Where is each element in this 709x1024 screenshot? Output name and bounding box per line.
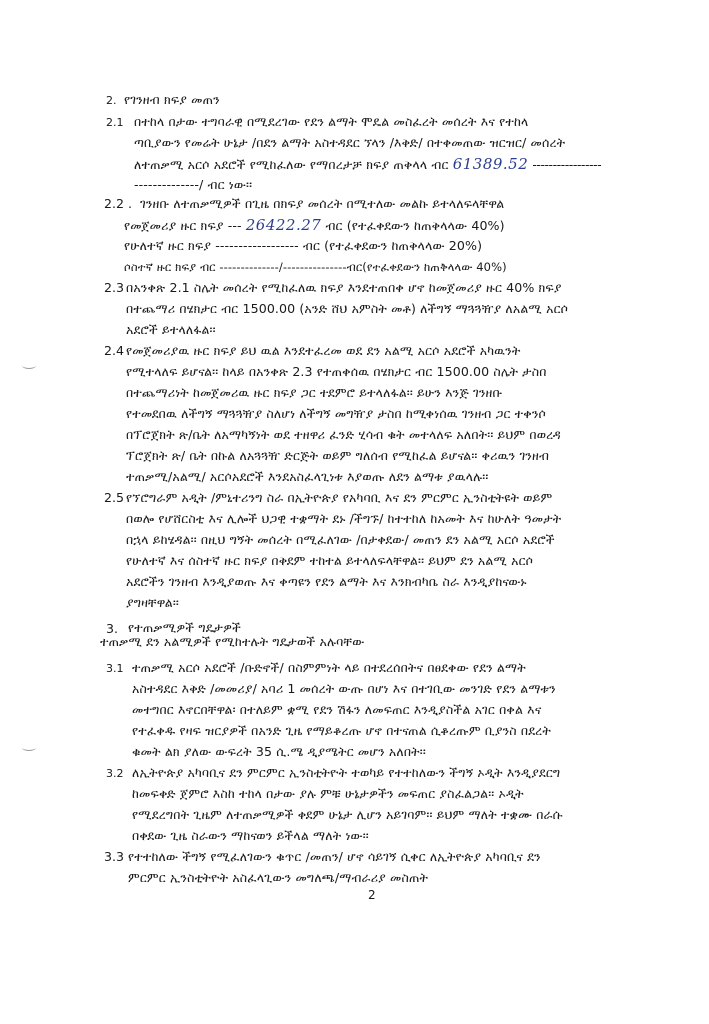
section-2-number: 2. — [106, 94, 117, 107]
para-3-1-number: 3.1 — [106, 662, 124, 675]
para-2-1-line-1: በተከላ በታው ተግባራዊ በሚደረገው የደን ልማት ሞዴል መስፈረት መሰረት እና የተከላ — [134, 114, 529, 129]
para-2-3-line-3: አደሮች ይተላለፋል፡፡ — [126, 322, 216, 337]
handwritten-total-amount: 61389.52 — [452, 155, 529, 173]
para-2-5-line-4: የሁለተኛ እና ሰስተኛ ዙር ክፍያ በቅደም ተከተል ይተላለፍላቸዋል፡፡ ይህም ደን አልሚ አርሶ — [126, 553, 534, 568]
para-3-2-number: 3.2 — [106, 767, 124, 780]
para-2-1-line-4: --------------/ ብር ነው፡፡ — [134, 177, 253, 192]
para-2-1-number: 2.1 — [106, 116, 124, 129]
para-2-2-line-4: ሶስተኛ ዙር ክፍያ ብር --------------/---------------ብር(የተፈቀደውን ከጠቅላላው 40%) — [124, 260, 507, 274]
para-3-3-number: 3.3 — [104, 849, 125, 864]
para-3-1-line-4: የተፈቀዱ የዛፍ ዝርያዎች በአንድ ጊዜ የማይቆረጡ ሆኖ በተናጠል ሲቆረጡም ቢያንስ በደረት — [132, 723, 551, 738]
para-2-3-line-1: በአንቀጽ 2.1 ስሌት መሰረት የሚከፈለዉ ክፍያ እንደተጠበቀ ሆኖ ከመጀመሪያ ዙር 40% ክፍያ — [126, 280, 562, 295]
para-3-1-line-3: መተግበር እኖርበቸዋል፡ በተለይም ቋሚ የደን ሽፋን ለመፍጠር እንዲያስችል አገር በቀል እና — [132, 702, 542, 717]
para-2-5-line-1: የኘሮግራም አዲት /ምኒተሪንግ ስራ በኢትዮጵያ የአካባቢ እና ደን ምርምር ኢንስቲትዩት ወይም — [126, 490, 553, 505]
scan-artifact-mark — [22, 744, 36, 751]
para-2-5-number: 2.5 — [104, 490, 125, 505]
para-2-5-line-3: በኋላ ይከሄዳል፡፡ በዚህ ግኝት መሰረት በሚፈለገው /በታቀደው/ መጠን ደን አልሚ አርሶ አደሮች — [126, 532, 555, 547]
para-3-2-line-3: የሚደረግበት ጊዜም ለተጠቃሚዎች ቀደም ሁኔታ ሊሆን አይገባም፡፡ ይህም ማለት ተቋሙ በራሱ — [132, 807, 563, 822]
scan-artifact-mark — [22, 362, 36, 369]
para-2-2-line-2 — [124, 217, 505, 234]
para-3-1-line-2: አስተዳደር እቅድ /መመሪያ/ አባሪ 1 መሰረት ውጡ በሆነ እና በተገቢው መንገድ የደን ልማቱን — [132, 681, 556, 696]
para-2-5-line-2: በወሎ የሆሸርስቲ እና ሊሎች ህጋዊ ተቋማት ደኑ /ችግኙ/ ከተተከለ ከአመት እና ከሁለት ዓመታት — [126, 511, 562, 526]
para-3-1-line-1: ተጠቃሚ አርሶ አደሮች /ቡድኖች/ በስምምነት ላይ በተደረሰበትና በፀደቀው የደን ልማት — [132, 660, 526, 675]
para-2-5-line-5: አደሮችን ገንዘብ እንዲያወጡ እና ቀጣዩን የደን ልማት እና እንክብካቤ ስራ እንዲያከናውኑ — [126, 574, 527, 589]
handwritten-first-installment: 26422.27 — [245, 216, 322, 234]
section-3-number: 3. — [106, 621, 119, 636]
para-2-1-line-3 — [134, 156, 601, 173]
para-2-4-line-3: በተጨማሪነት ከመጀመሪዉ ዙር ክፍያ ጋር ተደምሮ ይተላለፋል፡፡ ይሁን እንጅ ገንዘቡ — [126, 385, 503, 400]
para-2-2-number: 2.2 . — [104, 196, 133, 211]
section-3-title: የተጠቃሚዎች ግዴታዎች — [128, 620, 241, 635]
para-3-2-line-4: በቀደው ጊዜ ስራውን ማከናወን ይችላል ማለት ነው፡፡ — [132, 828, 369, 843]
page-number: 2 — [368, 888, 376, 902]
section-3-subtitle: ተጠቃሚ ደን አልሚዎች የሚከተሉት ግዴታወች አሉባቸው — [100, 634, 365, 649]
para-2-2-line-3: የሁለተኛ ዙር ክፍያ ------------------ ብር (የተፈቀደውን ከጠቅላላው 20%) — [124, 238, 483, 253]
para-2-3-number: 2.3 — [104, 280, 125, 295]
para-2-1-line-3-text: ለተጠቃሚ አርሶ አደሮች የሚከፈለው የማበረታቻ ክፍያ ጠቅላላ ብር — [134, 157, 449, 172]
para-2-2-line-1: ገንዘቡ ለተጠቃሚዎች በጊዜ በክፍያ መሰረት በሚተለው መልኩ ይተላለፍላቸዋል — [140, 196, 505, 211]
para-2-1-line-3-blank: ----------------- — [532, 157, 602, 172]
para-3-2-line-2: ከመፍቀድ ጀምሮ እስከ ተከላ በታው ያሉ ምቹ ሁኔታዎችን መፍጠር ያስፈልጋል፡፡ ኦዲት — [132, 786, 524, 801]
para-3-3-line-2: ምርምር ኢንስቲትዮት አስፈላጊውን መግለጫ/ማብራሪያ መስጠት — [128, 870, 429, 885]
first-installment-label: የመጀመሪያ ዙር ክፍያ --- — [124, 218, 242, 233]
para-2-4-number: 2.4 — [104, 343, 125, 358]
first-installment-note: ብር (የተፈቀደውን ከጠቅላላው 40%) — [325, 218, 505, 233]
para-3-3-line-1: የተተከለው ችግኝ የሚፈለገውን ቁጥር /መጠን/ ሆኖ ሳይገኝ ሲቀር ለኢትዮጵያ አካባቢና ደን — [128, 849, 541, 864]
para-3-1-line-5: ቁመት ልክ ያለው ውፍረት 35 ሲ.ሜ ዲያሜትር መሆን አለበት፡፡ — [132, 744, 426, 759]
para-2-4-line-4: የተመደበዉ ለችግኝ ማጓጓዥያ ስለሆነ ለችግኝ መግዥያ ታስበ ከሚቀነሰዉ ገንዘብ ጋር ተቀንሶ — [126, 406, 547, 421]
para-2-1-line-2: ጣቢያውን የመሬት ሁኔታ /በደን ልማት አስተዳደር ኘላን /እቅድ/ በተቀመጠው ዝርዝር/ መሰረት — [134, 135, 566, 150]
para-2-4-line-5: በፕሮጀክት ጽ/ቤት ለአማካኝነት ወደ ተዘዋሪ ፈንድ ሂሳብ ቁት መተላለፍ አለበት፡፡ ይህም በወረዳ — [126, 427, 561, 442]
para-2-5-line-6: ያግዛቸዋል፡፡ — [126, 595, 179, 610]
para-3-2-line-1: ለኢትዮጵያ አካባቢና ደን ምርምር ኢንስቲትዮት ተወካይ የተተከለውን ችግኝ ኦዲት እንዲያደርግ — [132, 765, 561, 780]
para-2-4-line-6: ፕሮጀክት ጽ/ ቤት በኩል ለአጓጓዥ ድርጅት ወይም ግለሰብ የሚከፈል ይሆናል፡፡ ቀሪዉን ገንዘብ — [126, 448, 550, 463]
para-2-4-line-1: የመጀመሪያዉ ዙር ክፍያ ይህ ዉል እንደተፈረመ ወደ ደን አልሚ አርሶ አደሮች አካዉንት — [126, 343, 521, 358]
para-2-4-line-2: የሚተላለፍ ይሆናል፡፡ ከላይ በአንቀጽ 2.3 የተጠቀሰዉ በሄክታር ብር 1500.00 ስሌት ታስበ — [126, 364, 547, 379]
section-2-title: የገንዘብ ክፍያ መጠን — [124, 92, 220, 107]
para-2-3-line-2: በተጨማሪ በሄክታር ብር 1500.00 (አንድ ሸህ አምስት መቶ) ለችግኝ ማጓጓዥያ ለአልሚ አርሶ — [126, 301, 569, 316]
para-2-4-line-7: ተጠቃሚ/አልሚ/ አርሶአደሮች እንደአስፈላጊነቱ እያወጡ ለደን ልማቱ ያዉላሉ፡፡ — [126, 469, 489, 484]
